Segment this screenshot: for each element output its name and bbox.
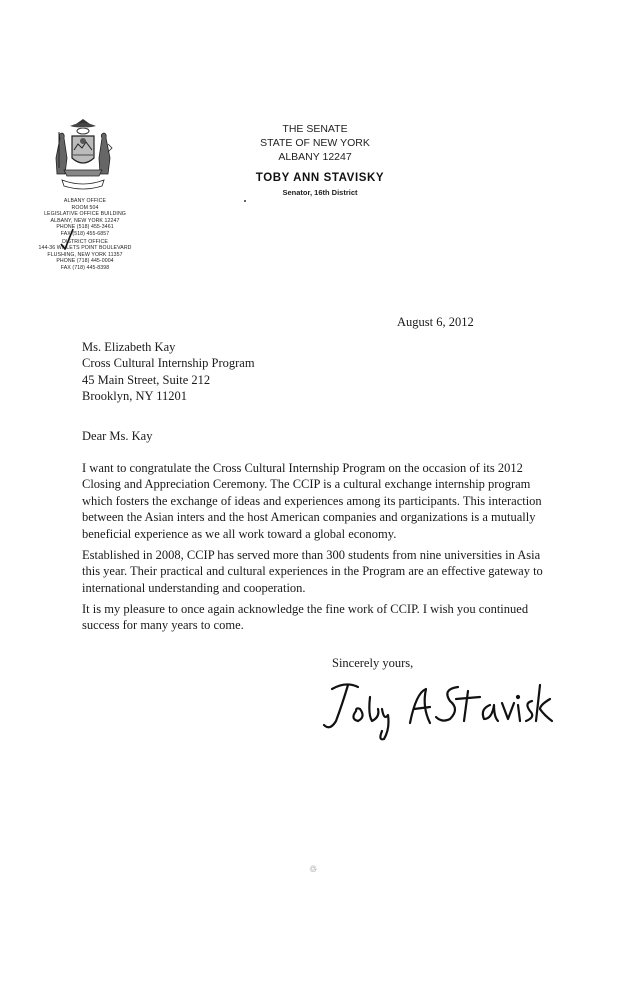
closing: Sincerely yours, bbox=[332, 656, 414, 670]
paragraph-line: It is my pleasure to once again acknowledge the fine work of CCIP. I wish you continued bbox=[82, 602, 529, 616]
albany-office-line: ROOM 504 bbox=[71, 204, 99, 211]
district-office-line: DISTRICT OFFICE bbox=[62, 238, 108, 245]
paragraph-line: Closing and Appreciation Ceremony. The CCIP is a cultural exchange internship program bbox=[82, 477, 531, 492]
albany-office-line: LEGISLATIVE OFFICE BUILDING bbox=[44, 211, 126, 218]
recipient-line: Ms. Elizabeth Kay bbox=[82, 340, 176, 354]
recipient-address bbox=[82, 339, 255, 405]
senate-line: THE SENATE bbox=[282, 123, 348, 135]
senator-title: Senator, 16th District bbox=[282, 188, 358, 197]
handwritten-signature-icon bbox=[318, 675, 558, 745]
senate-line: ALBANY 12247 bbox=[278, 151, 352, 163]
paragraph-line: Established in 2008, CCIP has served more than 300 students from nine universities in Asia bbox=[82, 548, 541, 562]
state-seal-icon bbox=[50, 118, 116, 192]
senate-line: STATE OF NEW YORK bbox=[260, 137, 370, 149]
district-office-line: PHONE (718) 445-0004 bbox=[56, 258, 114, 265]
albany-office-line: ALBANY OFFICE bbox=[63, 198, 107, 204]
body-paragraph bbox=[82, 460, 542, 542]
albany-office-line: ALBANY, NEW YORK 12247 bbox=[50, 217, 120, 224]
salutation: Dear Ms. Kay bbox=[82, 429, 153, 443]
body-paragraph bbox=[82, 547, 543, 596]
recycle-icon: ♲ bbox=[309, 865, 318, 875]
paragraph-line: this year. Their practical and cultural experiences in the Program are an effective gateway to bbox=[82, 564, 543, 579]
check-mark-icon bbox=[60, 228, 74, 250]
senator-name: TOBY ANN STAVISKY bbox=[255, 172, 385, 184]
albany-office-line: FAX (518) 455-6857 bbox=[60, 230, 110, 237]
dot-mark bbox=[244, 200, 246, 202]
paragraph-line: between the Asian inters and the host American companies and organizations is a mutually bbox=[82, 510, 536, 525]
body-paragraph bbox=[82, 601, 528, 634]
paragraph-line: which fosters the exchange of ideas and experiences among its participants. This interaction bbox=[82, 493, 542, 508]
albany-office-line: PHONE (518) 455-3461 bbox=[56, 224, 114, 231]
district-office-line: FAX (718) 445-8398 bbox=[60, 264, 110, 271]
letter-date: August 6, 2012 bbox=[397, 315, 474, 329]
district-office-line: 144-36 WILLETS POINT BOULEVARD bbox=[38, 245, 132, 252]
recipient-line: 45 Main Street, Suite 212 bbox=[82, 372, 211, 387]
office-addresses bbox=[30, 198, 140, 272]
senate-header bbox=[240, 122, 390, 164]
seal-graphic bbox=[50, 118, 116, 192]
recipient-line: Brooklyn, NY 11201 bbox=[82, 389, 187, 404]
paragraph-line: international understanding and cooperation. bbox=[82, 580, 306, 595]
paragraph-line: success for many years to come. bbox=[82, 618, 244, 633]
district-office-line: FLUSHING, NEW YORK 11357 bbox=[47, 251, 123, 258]
paragraph-line: beneficial experience as we all work toward a global economy. bbox=[82, 526, 397, 541]
paragraph-line: I want to congratulate the Cross Cultural Internship Program on the occasion of its 2012 bbox=[82, 461, 523, 475]
recipient-line: Cross Cultural Internship Program bbox=[82, 356, 255, 371]
